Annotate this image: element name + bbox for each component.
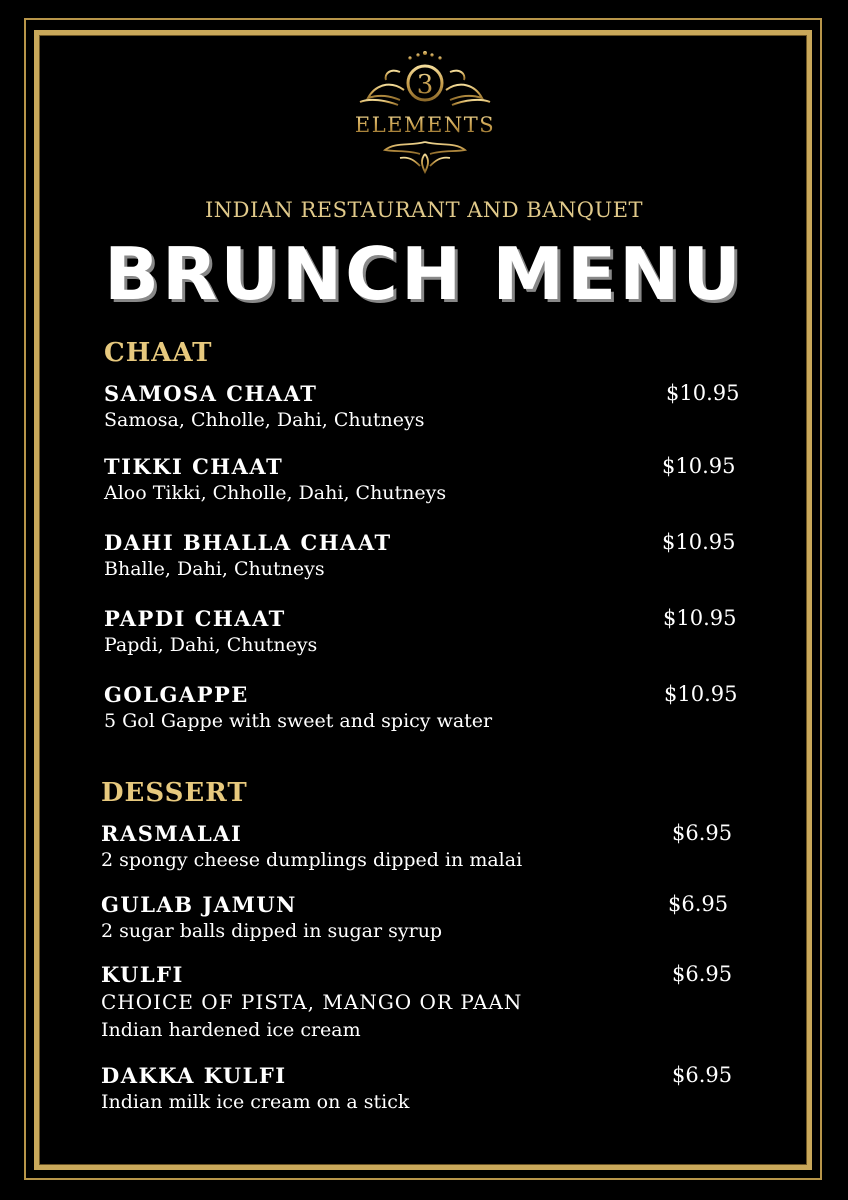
item-subtitle: CHOICE OF PISTA, MANGO OR PAAN	[101, 990, 523, 1014]
item-description: Indian milk ice cream on a stick	[101, 1091, 410, 1113]
item-price: $10.95	[664, 682, 738, 706]
item-description: 5 Gol Gappe with sweet and spicy water	[104, 710, 493, 732]
item-price: $6.95	[672, 821, 733, 845]
section-title-chaat: CHAAT	[104, 338, 213, 368]
page-title: BRUNCH MENU	[104, 232, 744, 316]
item-name: GULAB JAMUN	[101, 892, 297, 917]
item-name: DAKKA KULFI	[101, 1063, 287, 1088]
section-title-dessert: DESSERT	[101, 778, 248, 808]
item-description: Indian hardened ice cream	[101, 1019, 361, 1041]
item-description: Bhalle, Dahi, Chutneys	[104, 558, 325, 580]
item-name: RASMALAI	[101, 821, 243, 846]
item-price: $6.95	[672, 962, 733, 986]
item-price: $10.95	[663, 606, 737, 630]
item-price: $6.95	[668, 892, 729, 916]
logo-word: ELEMENTS	[354, 113, 496, 137]
logo-number: 3	[416, 70, 434, 100]
item-name: TIKKI CHAAT	[104, 454, 284, 479]
item-price: $10.95	[662, 530, 736, 554]
item-price: $10.95	[666, 381, 740, 405]
item-description: 2 spongy cheese dumplings dipped in malai	[101, 849, 523, 871]
item-price: $6.95	[672, 1063, 733, 1087]
restaurant-subtitle: INDIAN RESTAURANT AND BANQUET	[204, 198, 644, 222]
item-name: SAMOSA CHAAT	[104, 381, 318, 406]
item-description: Aloo Tikki, Chholle, Dahi, Chutneys	[104, 482, 447, 504]
item-name: GOLGAPPE	[104, 682, 249, 707]
item-name: DAHI BHALLA CHAAT	[104, 530, 392, 555]
item-price: $10.95	[662, 454, 736, 478]
item-description: Papdi, Dahi, Chutneys	[104, 634, 318, 656]
crown-ornament	[408, 51, 441, 60]
item-description: 2 sugar balls dipped in sugar syrup	[101, 920, 443, 942]
item-description: Samosa, Chholle, Dahi, Chutneys	[104, 409, 425, 431]
restaurant-logo	[340, 50, 510, 175]
item-name: KULFI	[101, 962, 184, 987]
item-name: PAPDI CHAAT	[104, 606, 286, 631]
bottom-filigree	[385, 142, 465, 172]
